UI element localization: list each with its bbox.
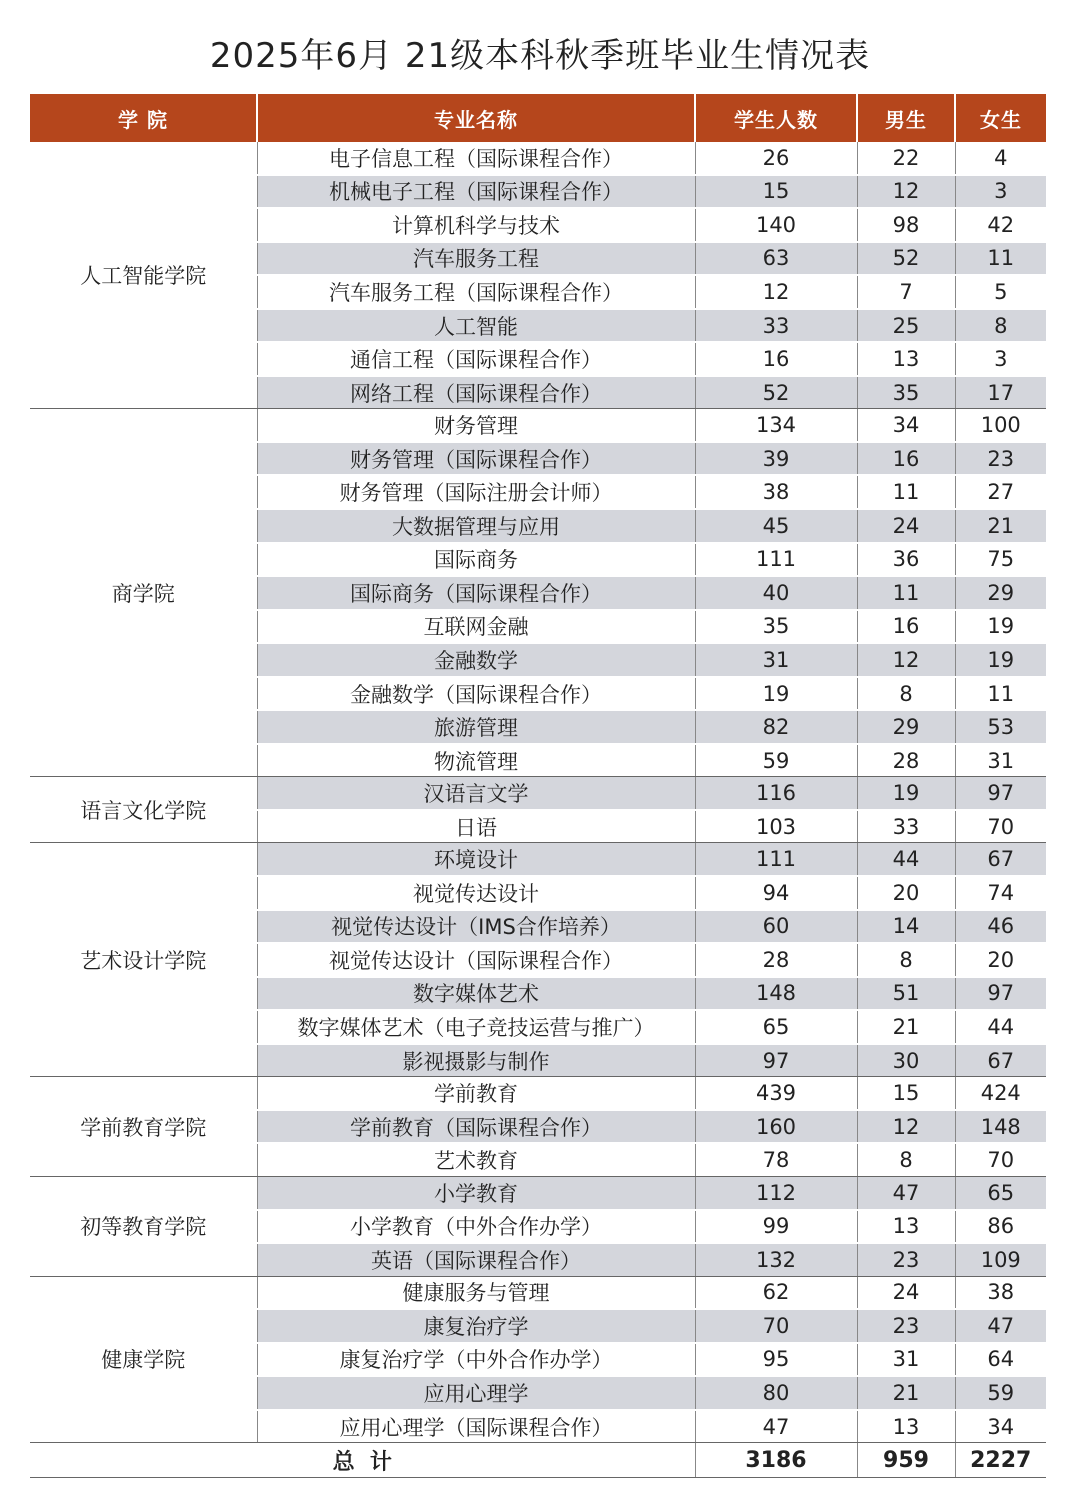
male-cell: 44 — [857, 843, 955, 876]
college-cell: 健康学院 — [30, 1276, 257, 1443]
female-cell: 97 — [955, 777, 1046, 810]
total-students: 3186 — [695, 1443, 857, 1478]
major-cell: 大数据管理与应用 — [257, 509, 695, 543]
major-cell: 财务管理（国际注册会计师） — [257, 475, 695, 509]
students-cell: 116 — [695, 777, 857, 810]
male-cell: 98 — [857, 208, 955, 242]
male-cell: 31 — [857, 1343, 955, 1377]
male-cell: 12 — [857, 175, 955, 209]
students-cell: 78 — [695, 1143, 857, 1176]
female-cell: 67 — [955, 843, 1046, 876]
students-cell: 26 — [695, 142, 857, 175]
male-cell: 13 — [857, 1210, 955, 1244]
students-cell: 148 — [695, 977, 857, 1011]
female-cell: 8 — [955, 309, 1046, 343]
male-cell: 24 — [857, 1276, 955, 1309]
major-cell: 康复治疗学 — [257, 1309, 695, 1343]
female-cell: 21 — [955, 509, 1046, 543]
female-cell: 42 — [955, 208, 1046, 242]
male-cell: 11 — [857, 475, 955, 509]
female-cell: 20 — [955, 943, 1046, 977]
students-cell: 12 — [695, 275, 857, 309]
female-cell: 11 — [955, 242, 1046, 276]
major-cell: 汉语言文学 — [257, 777, 695, 810]
table-row — [30, 409, 1046, 442]
students-cell: 99 — [695, 1210, 857, 1244]
major-cell: 影视摄影与制作 — [257, 1044, 695, 1077]
male-cell: 22 — [857, 142, 955, 175]
college-cell: 语言文化学院 — [30, 777, 257, 843]
students-cell: 28 — [695, 943, 857, 977]
major-cell: 应用心理学 — [257, 1376, 695, 1410]
female-cell: 27 — [955, 475, 1046, 509]
page-title: 2025年6月 21级本科秋季班毕业生情况表 — [209, 36, 871, 76]
male-cell: 13 — [857, 1410, 955, 1443]
female-cell: 17 — [955, 376, 1046, 409]
major-cell: 金融数学 — [257, 643, 695, 677]
college-cell: 学前教育学院 — [30, 1077, 257, 1177]
header-male: 男生 — [857, 94, 955, 142]
students-cell: 16 — [695, 342, 857, 376]
header-major: 专业名称 — [257, 94, 695, 142]
students-cell: 132 — [695, 1243, 857, 1276]
major-cell: 日语 — [257, 810, 695, 843]
male-cell: 8 — [857, 943, 955, 977]
students-cell: 80 — [695, 1376, 857, 1410]
female-cell: 67 — [955, 1044, 1046, 1077]
college-cell: 艺术设计学院 — [30, 843, 257, 1077]
students-cell: 112 — [695, 1176, 857, 1209]
major-cell: 学前教育（国际课程合作） — [257, 1110, 695, 1144]
major-cell: 通信工程（国际课程合作） — [257, 342, 695, 376]
table-row — [30, 142, 1046, 175]
male-cell: 15 — [857, 1077, 955, 1110]
students-cell: 38 — [695, 475, 857, 509]
male-cell: 30 — [857, 1044, 955, 1077]
major-cell: 物流管理 — [257, 744, 695, 777]
male-cell: 19 — [857, 777, 955, 810]
female-cell: 38 — [955, 1276, 1046, 1309]
female-cell: 109 — [955, 1243, 1046, 1276]
male-cell: 13 — [857, 342, 955, 376]
female-cell: 70 — [955, 810, 1046, 843]
major-cell: 电子信息工程（国际课程合作） — [257, 142, 695, 175]
major-cell: 应用心理学（国际课程合作） — [257, 1410, 695, 1443]
male-cell: 25 — [857, 309, 955, 343]
table-row — [30, 1077, 1046, 1110]
students-cell: 95 — [695, 1343, 857, 1377]
female-cell: 59 — [955, 1376, 1046, 1410]
major-cell: 小学教育（中外合作办学） — [257, 1210, 695, 1244]
students-cell: 70 — [695, 1309, 857, 1343]
female-cell: 148 — [955, 1110, 1046, 1144]
students-cell: 111 — [695, 543, 857, 577]
students-cell: 19 — [695, 677, 857, 711]
major-cell: 互联网金融 — [257, 610, 695, 644]
major-cell: 康复治疗学（中外合作办学） — [257, 1343, 695, 1377]
students-cell: 59 — [695, 744, 857, 777]
female-cell: 64 — [955, 1343, 1046, 1377]
college-cell: 商学院 — [30, 409, 257, 777]
female-cell: 70 — [955, 1143, 1046, 1176]
students-cell: 97 — [695, 1044, 857, 1077]
major-cell: 机械电子工程（国际课程合作） — [257, 175, 695, 209]
female-cell: 65 — [955, 1176, 1046, 1209]
major-cell: 数字媒体艺术 — [257, 977, 695, 1011]
students-cell: 39 — [695, 442, 857, 476]
female-cell: 46 — [955, 910, 1046, 944]
male-cell: 8 — [857, 1143, 955, 1176]
male-cell: 47 — [857, 1176, 955, 1209]
female-cell: 29 — [955, 576, 1046, 610]
students-cell: 47 — [695, 1410, 857, 1443]
students-cell: 40 — [695, 576, 857, 610]
female-cell: 86 — [955, 1210, 1046, 1244]
male-cell: 29 — [857, 710, 955, 744]
header-female: 女生 — [955, 94, 1046, 142]
total-female: 2227 — [955, 1443, 1046, 1478]
major-cell: 视觉传达设计（IMS合作培养） — [257, 910, 695, 944]
students-cell: 82 — [695, 710, 857, 744]
male-cell: 23 — [857, 1309, 955, 1343]
major-cell: 视觉传达设计（国际课程合作） — [257, 943, 695, 977]
graduates-table — [30, 94, 1046, 1478]
female-cell: 424 — [955, 1077, 1046, 1110]
students-cell: 439 — [695, 1077, 857, 1110]
male-cell: 51 — [857, 977, 955, 1011]
male-cell: 35 — [857, 376, 955, 409]
students-cell: 140 — [695, 208, 857, 242]
major-cell: 视觉传达设计 — [257, 876, 695, 910]
major-cell: 小学教育 — [257, 1176, 695, 1209]
table-row — [30, 777, 1046, 810]
students-cell: 33 — [695, 309, 857, 343]
students-cell: 45 — [695, 509, 857, 543]
major-cell: 汽车服务工程 — [257, 242, 695, 276]
major-cell: 国际商务 — [257, 543, 695, 577]
major-cell: 旅游管理 — [257, 710, 695, 744]
header-college: 学 院 — [30, 94, 257, 142]
male-cell: 12 — [857, 643, 955, 677]
female-cell: 97 — [955, 977, 1046, 1011]
male-cell: 36 — [857, 543, 955, 577]
major-cell: 财务管理（国际课程合作） — [257, 442, 695, 476]
major-cell: 学前教育 — [257, 1077, 695, 1110]
female-cell: 23 — [955, 442, 1046, 476]
major-cell: 数字媒体艺术（电子竞技运营与推广） — [257, 1010, 695, 1044]
male-cell: 28 — [857, 744, 955, 777]
female-cell: 19 — [955, 643, 1046, 677]
female-cell: 3 — [955, 342, 1046, 376]
female-cell: 34 — [955, 1410, 1046, 1443]
students-cell: 111 — [695, 843, 857, 876]
students-cell: 103 — [695, 810, 857, 843]
female-cell: 47 — [955, 1309, 1046, 1343]
male-cell: 20 — [857, 876, 955, 910]
male-cell: 23 — [857, 1243, 955, 1276]
major-cell: 健康服务与管理 — [257, 1276, 695, 1309]
male-cell: 12 — [857, 1110, 955, 1144]
male-cell: 14 — [857, 910, 955, 944]
college-cell: 人工智能学院 — [30, 142, 257, 409]
female-cell: 31 — [955, 744, 1046, 777]
male-cell: 7 — [857, 275, 955, 309]
female-cell: 74 — [955, 876, 1046, 910]
male-cell: 21 — [857, 1376, 955, 1410]
female-cell: 44 — [955, 1010, 1046, 1044]
male-cell: 21 — [857, 1010, 955, 1044]
female-cell: 19 — [955, 610, 1046, 644]
male-cell: 16 — [857, 442, 955, 476]
students-cell: 15 — [695, 175, 857, 209]
major-cell: 艺术教育 — [257, 1143, 695, 1176]
female-cell: 4 — [955, 142, 1046, 175]
major-cell: 金融数学（国际课程合作） — [257, 677, 695, 711]
table-row — [30, 1176, 1046, 1209]
major-cell: 网络工程（国际课程合作） — [257, 376, 695, 409]
male-cell: 33 — [857, 810, 955, 843]
students-cell: 62 — [695, 1276, 857, 1309]
table-body — [30, 142, 1046, 1478]
female-cell: 53 — [955, 710, 1046, 744]
major-cell: 人工智能 — [257, 309, 695, 343]
female-cell: 11 — [955, 677, 1046, 711]
header-students: 学生人数 — [695, 94, 857, 142]
students-cell: 160 — [695, 1110, 857, 1144]
female-cell: 100 — [955, 409, 1046, 442]
students-cell: 134 — [695, 409, 857, 442]
students-cell: 65 — [695, 1010, 857, 1044]
students-cell: 60 — [695, 910, 857, 944]
table-row — [30, 1276, 1046, 1309]
major-cell: 财务管理 — [257, 409, 695, 442]
students-cell: 63 — [695, 242, 857, 276]
female-cell: 3 — [955, 175, 1046, 209]
table-row — [30, 843, 1046, 876]
total-male: 959 — [857, 1443, 955, 1478]
major-cell: 汽车服务工程（国际课程合作） — [257, 275, 695, 309]
students-cell: 52 — [695, 376, 857, 409]
students-cell: 35 — [695, 610, 857, 644]
college-cell: 初等教育学院 — [30, 1176, 257, 1276]
students-cell: 31 — [695, 643, 857, 677]
female-cell: 75 — [955, 543, 1046, 577]
male-cell: 24 — [857, 509, 955, 543]
major-cell: 环境设计 — [257, 843, 695, 876]
total-label: 总 计 — [30, 1443, 695, 1478]
major-cell: 英语（国际课程合作） — [257, 1243, 695, 1276]
major-cell: 国际商务（国际课程合作） — [257, 576, 695, 610]
male-cell: 8 — [857, 677, 955, 711]
total-row — [30, 1443, 1046, 1478]
male-cell: 52 — [857, 242, 955, 276]
male-cell: 16 — [857, 610, 955, 644]
female-cell: 5 — [955, 275, 1046, 309]
major-cell: 计算机科学与技术 — [257, 208, 695, 242]
male-cell: 34 — [857, 409, 955, 442]
students-cell: 94 — [695, 876, 857, 910]
male-cell: 11 — [857, 576, 955, 610]
table-header-row — [30, 94, 1046, 142]
